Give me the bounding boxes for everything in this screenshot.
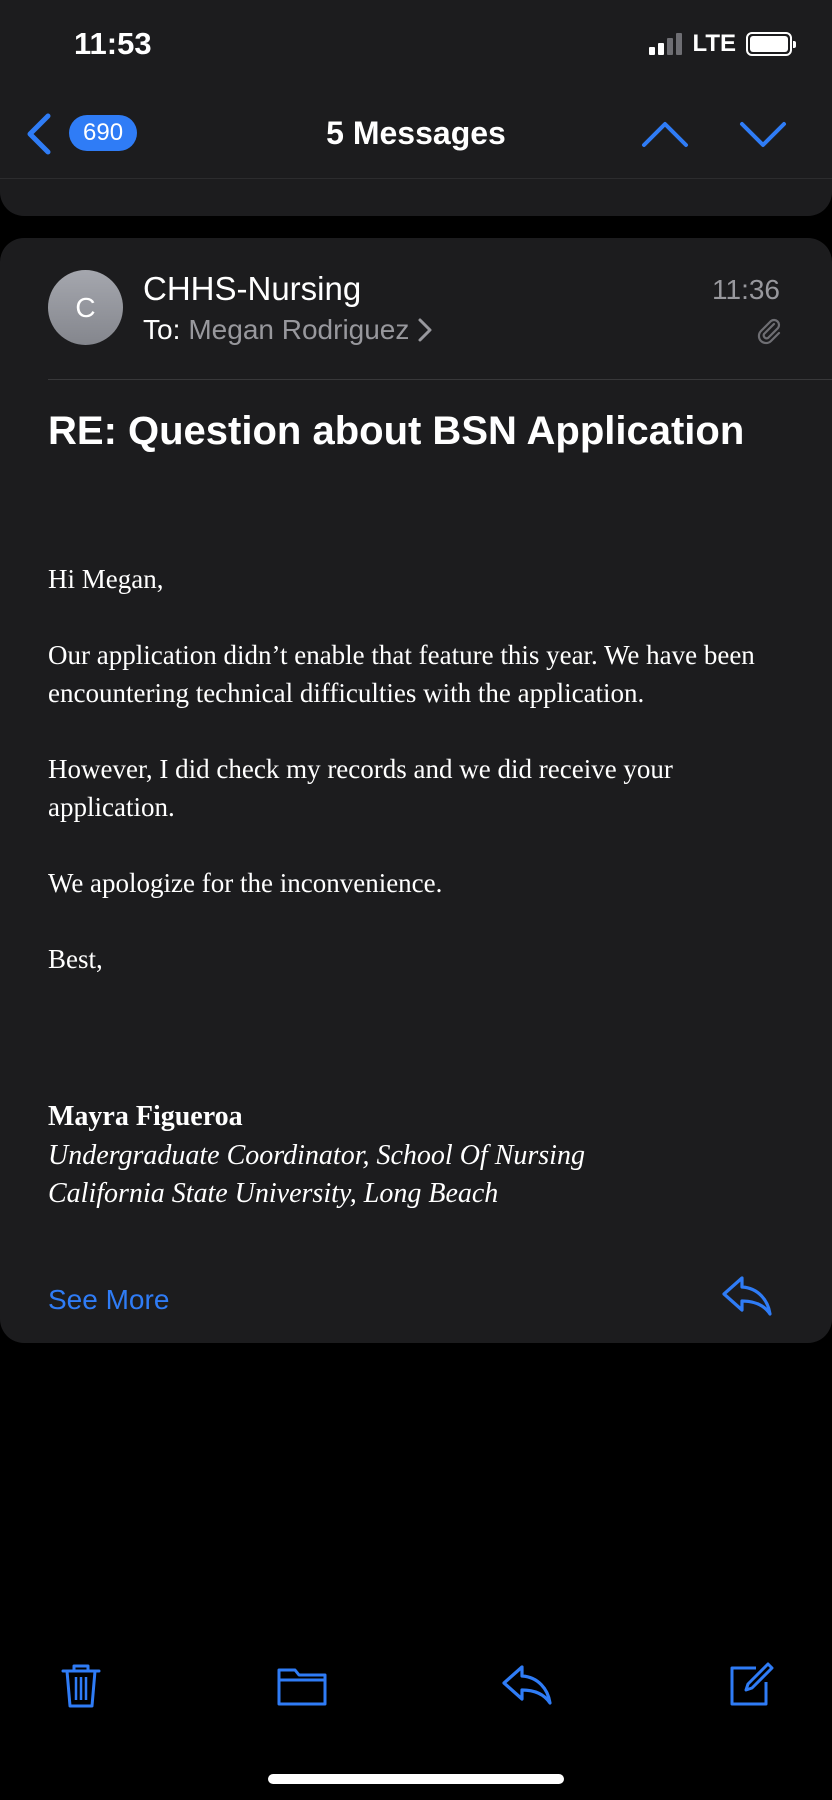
reply-icon[interactable] [720, 1272, 774, 1320]
folder-icon [276, 1660, 328, 1710]
message-time: 11:36 [712, 274, 780, 305]
see-more-link[interactable]: See More [48, 1284, 170, 1315]
previous-message-card[interactable] [0, 178, 832, 216]
message-card [0, 238, 832, 1343]
to-label: To: [143, 314, 181, 345]
unread-count-badge[interactable]: 690 [69, 115, 137, 151]
delete-button[interactable] [56, 1660, 106, 1710]
status-indicators [649, 30, 792, 58]
move-to-folder-button[interactable] [276, 1660, 328, 1710]
message-body [48, 560, 798, 1016]
sender-name[interactable]: CHHS-Nursing [143, 270, 362, 307]
thread-title: 5 Messages [326, 115, 506, 151]
signature-name: Mayra Figueroa [48, 1101, 243, 1132]
sender-avatar[interactable]: C [48, 270, 123, 345]
top-bar [0, 0, 832, 178]
chevron-right-icon [417, 317, 433, 343]
recipient-line[interactable] [143, 314, 433, 346]
previous-message-button[interactable] [640, 111, 690, 157]
recipient-name: Megan Rodriguez [188, 314, 410, 345]
compose-button[interactable] [726, 1660, 776, 1710]
compose-icon [726, 1660, 776, 1710]
reply-icon [500, 1660, 554, 1710]
network-label: LTE [692, 30, 736, 57]
battery-icon [746, 32, 792, 56]
header-divider [48, 379, 832, 380]
body-paragraph: Our application didn’t enable that feature this year. We have been encountering technical difficulties with the application. [48, 640, 755, 708]
signature-org: California State University, Long Beach [48, 1178, 499, 1209]
signature-title: Undergraduate Coordinator, School Of Nursing [48, 1140, 585, 1171]
body-greeting: Hi Megan, [48, 564, 164, 594]
next-message-button[interactable] [738, 111, 788, 157]
signal-icon [649, 33, 682, 55]
chevron-down-icon [738, 111, 788, 157]
nav-bar [0, 105, 832, 165]
trash-icon [56, 1660, 106, 1710]
reply-button[interactable] [500, 1660, 554, 1710]
body-paragraph: However, I did check my records and we did receive your application. [48, 754, 673, 822]
message-subject: RE: Question about BSN Application [48, 409, 745, 453]
home-indicator[interactable] [268, 1774, 564, 1784]
body-closing: Best, [48, 944, 103, 974]
chevron-up-icon [640, 111, 690, 157]
status-time: 11:53 [74, 26, 152, 61]
body-paragraph: We apologize for the inconvenience. [48, 868, 443, 898]
paperclip-icon [754, 316, 784, 346]
